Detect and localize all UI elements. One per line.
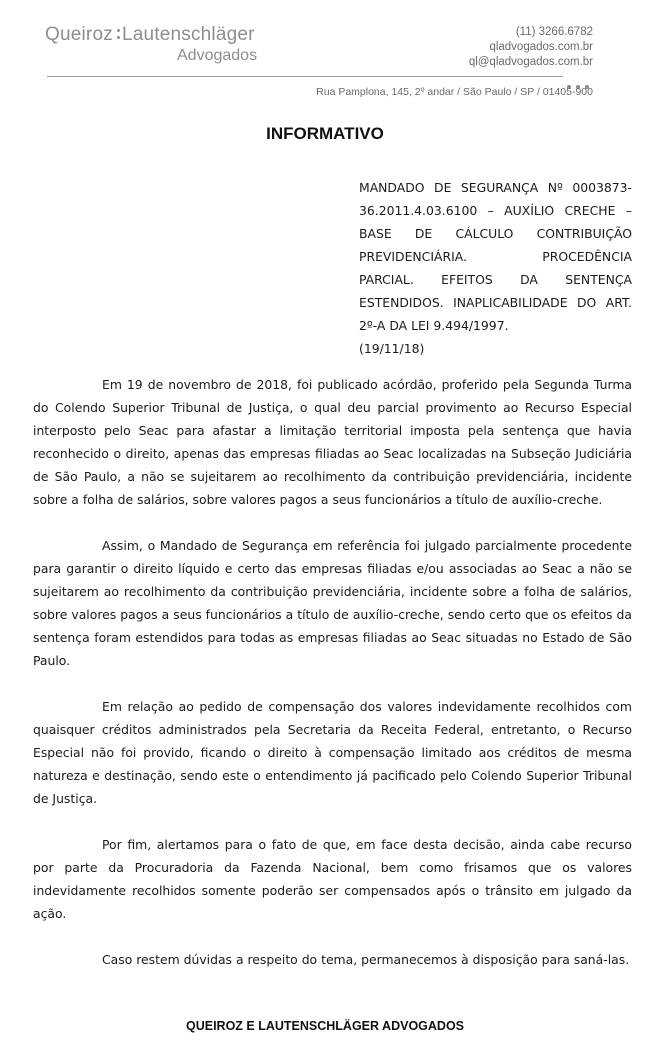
firm-signature: QUEIROZ E LAUTENSCHLÄGER ADVOGADOS: [185, 1019, 465, 1033]
case-summary-line: PREVIDENCIÁRIA. PROCEDÊNCIA: [359, 249, 632, 264]
header-divider: [47, 76, 563, 77]
body-paragraph: Em relação ao pedido de compensação dos valores indevidamente recolhidos com quaisquer créditos administrados pela Secretaria da Receita Federal, entretanto, o Recurso Especial não foi provido, ficando o direito à compensação limitado aos créditos de mesma natureza e destinação, sendo este o entendimento já pacificado pelo Colendo Superior Tribunal de Justiça.: [33, 699, 632, 806]
firm-logo: [45, 24, 257, 65]
case-summary-line: MANDADO DE SEGURANÇA Nº 0003873-: [359, 180, 632, 195]
phone-number: (11) 3266.6782: [515, 26, 593, 38]
logo-name-left: Queiroz: [45, 24, 113, 45]
logo-wordmark: [45, 24, 257, 46]
body-paragraph: Em 19 de novembro de 2018, foi publicado acórdão, proferido pela Segunda Turma do Colendo Superior Tribunal de Justiça, o qual deu parcial provimento ao Recurso Especial interposto pelo Seac para afastar a limitação territorial imposta pela sentença que havia reconhecido o direito, apenas das empresas filiadas ao Seac localizadas na Subseção Judiciária de São Paulo, a não se sujeitarem ao recolhimento da contribuição previdenciária, incidente sobre a folha de salários, sobre valores pagos a seus funcionários a título de auxílio-creche.: [33, 377, 632, 507]
case-date: (19/11/18): [359, 341, 425, 356]
office-address: Rua Pamplona, 145, 2º andar / São Paulo / SP / 01405-900: [316, 86, 593, 98]
case-summary-line: ESTENDIDOS. INAPLICABILIDADE DO ART.: [359, 295, 632, 310]
logo-subtitle: Advogados: [177, 47, 258, 64]
body-paragraph: Por fim, alertamos para o fato de que, em face desta decisão, ainda cabe recurso por parte da Procuradoria da Fazenda Nacional, bem como frisamos que os valores indevidamente recolhidos somente poderão ser compensados após o trânsito em julgado da ação.: [33, 837, 632, 921]
logo-name-right: Lautenschläger: [121, 24, 255, 45]
case-summary-line: 36.2011.4.03.6100 – AUXÍLIO CRECHE –: [359, 203, 632, 218]
body-paragraph: Caso restem dúvidas a respeito do tema, permanecemos à disposição para saná-las.: [102, 952, 630, 967]
case-summary-line: PARCIAL. EFEITOS DA SENTENÇA: [359, 272, 632, 287]
contact-block: [469, 25, 593, 70]
body-paragraph: Assim, o Mandado de Segurança em referência foi julgado parcialmente procedente para garantir o direito líquido e certo das empresas filiadas e/ou associadas ao Seac a não se sujeitarem ao recolhimento da contribuição previdenciária, incidente sobre a folha de salários, sobre valores pagos a seus funcionários a título de auxílio-creche, sendo certo que os efeitos da sentença foram estendidos para todas as empresas filiadas ao Seac situadas no Estado de São Paulo.: [33, 538, 632, 668]
case-summary-line: BASE DE CÁLCULO CONTRIBUIÇÃO: [359, 226, 632, 241]
website-link[interactable]: qladvogados.com.br: [489, 41, 593, 53]
document-title: INFORMATIVO: [266, 124, 384, 143]
logo-separator-icon: [117, 27, 119, 41]
case-summary-line: 2º-A DA LEI 9.494/1997.: [359, 318, 509, 333]
case-summary: [359, 176, 632, 360]
email-link[interactable]: ql@qladvogados.com.br: [468, 56, 593, 68]
document-body: [33, 373, 632, 994]
